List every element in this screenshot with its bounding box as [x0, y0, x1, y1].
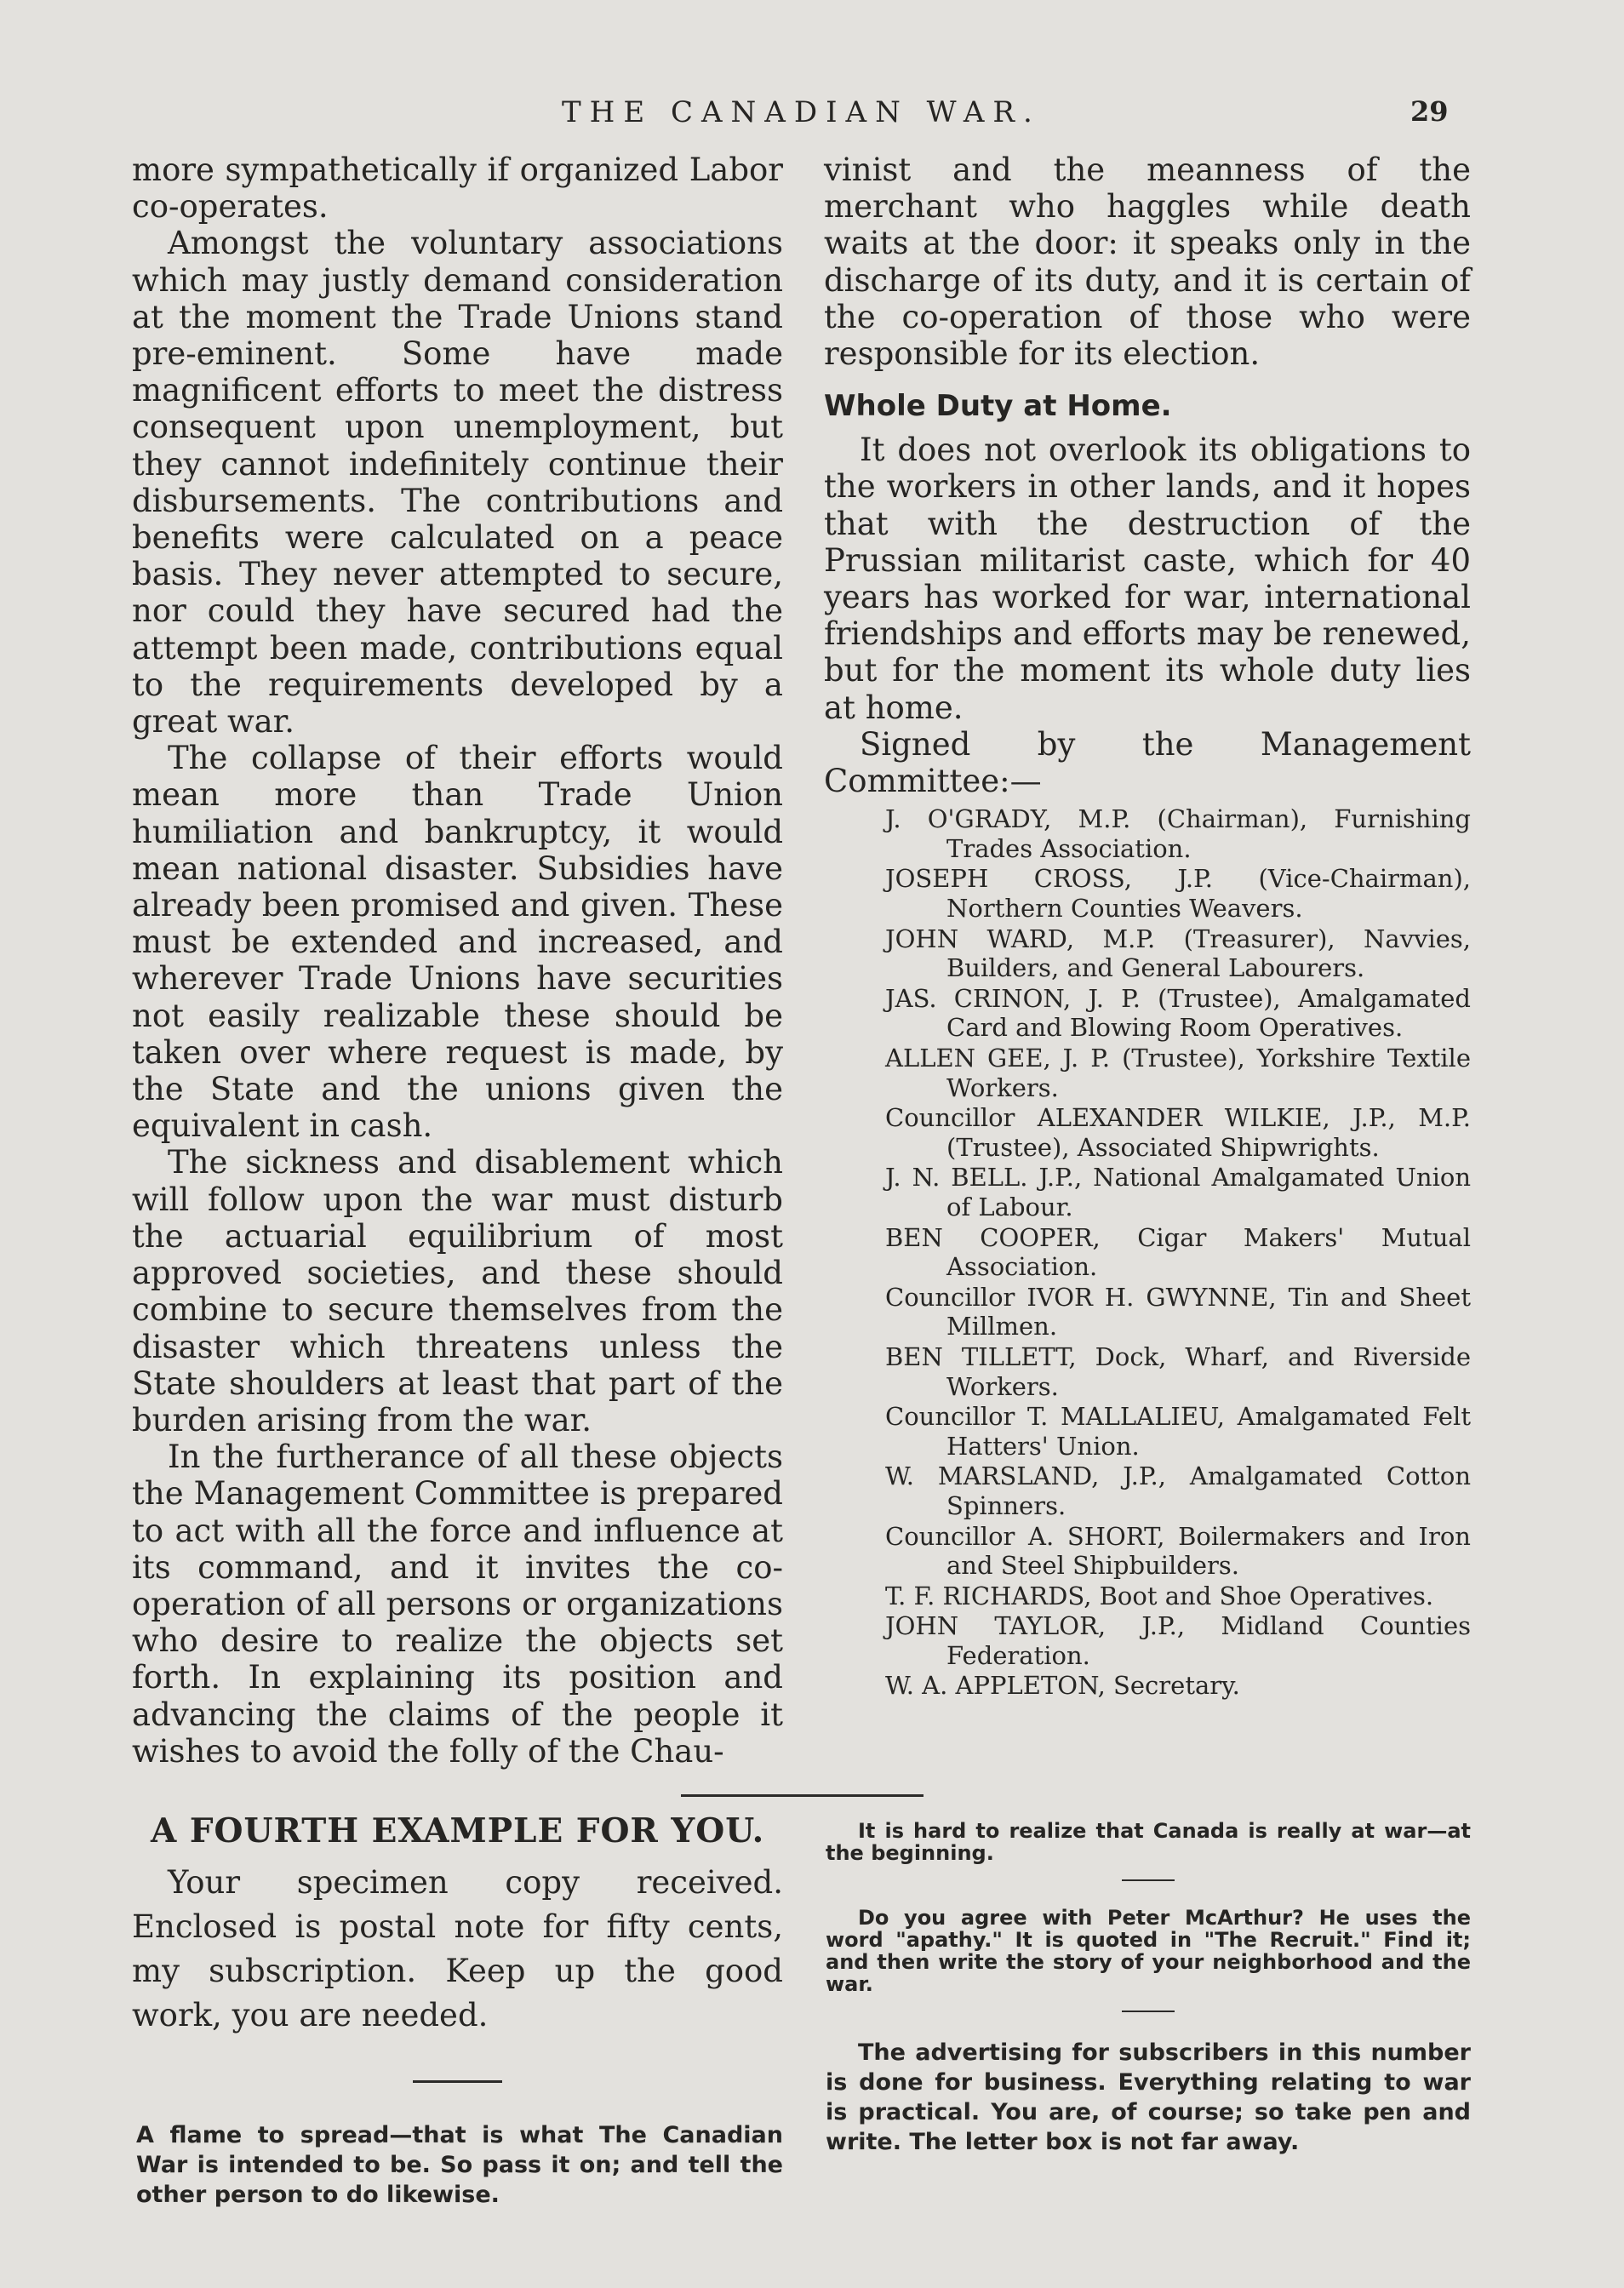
- signer-entry: Councillor IVOR H. GWYNNE, Tin and Sheet Millmen.: [885, 1282, 1471, 1341]
- paragraph: more sympathetically if organized Labor co-operates.: [132, 152, 783, 226]
- signer-entry: Councillor A. SHORT, Boilermakers and Iron and Steel Shipbuilders.: [885, 1521, 1471, 1581]
- running-title: THE CANADIAN WAR.: [562, 95, 1041, 129]
- right-column: [824, 152, 1471, 1702]
- fourth-example-text: Your specimen copy received. Enclosed is postal note for fifty cents, my subscription. Keep up the good work, you are needed.: [132, 1864, 783, 2033]
- signer-entry: JOHN WARD, M.P. (Treasurer), Navvies, Builders, and General Labourers.: [885, 924, 1471, 983]
- signer-entry: ALLEN GEE, J. P. (Trustee), Yorkshire Textile Workers.: [885, 1044, 1471, 1102]
- signer-entry: Councillor ALEXANDER WILKIE, J.P., M.P. (Trustee), Associated Shipwrights.: [885, 1103, 1471, 1162]
- signed-intro: Signed by the Management Committee:—: [824, 725, 1471, 800]
- paragraph: The sickness and disablement which will follow upon the war must disturb the actuarial equilibrium of most approved societies, and these should combine to secure themselves from the disaster which threatens unless the State shoulders at least that part of the burden arising from the war.: [132, 1144, 783, 1439]
- signer-list: [824, 804, 1471, 1701]
- note-canada-war: It is hard to realize that Canada is really at war—at the beginning.: [826, 1819, 1471, 1865]
- note-mcarthur: Do you agree with Peter McArthur? He uses the word "apathy." It is quoted in "The Recruit." Find it; and then write the story of your neighborhood and the war.: [826, 1906, 1471, 1996]
- paragraph: It does not overlook its obligations to the workers in other lands, and it hopes that with the destruction of the Prussian militarist caste, which for 40 years has worked for war, international friendships and efforts may be renewed, but for the moment its whole duty lies at home.: [824, 432, 1471, 726]
- signer-entry: J. N. BELL. J.P., National Amalgamated Union of Labour.: [885, 1163, 1471, 1221]
- signer-entry: JOSEPH CROSS, J.P. (Vice-Chairman), Northern Counties Weavers.: [885, 864, 1471, 924]
- signer-entry: T. F. RICHARDS, Boot and Shoe Operatives.: [885, 1581, 1434, 1610]
- left-column: [132, 152, 783, 1770]
- section-divider: [681, 1794, 924, 1797]
- signer-entry: J. O'GRADY, M.P. (Chairman), Furnishing Trades Association.: [885, 804, 1471, 863]
- paragraph: In the furtherance of all these objects the Management Committee is prepared to act with all the force and influence at its command, and it invites the co-operation of all persons or organizations who desire to realize the objects set forth. In explaining its position and advancing the claims of the people it wishes to avoid the folly of the Chau-: [132, 1439, 783, 1770]
- flame-note: A flame to spread—that is what The Canadian War is intended to be. So pass it on; and tell the other person to do likewise.: [136, 2122, 783, 2208]
- short-divider: [413, 2080, 502, 2083]
- short-divider: [1122, 2011, 1175, 2012]
- note-advertising: The advertising for subscribers in this number is done for business. Everything relating to war is practical. You are, of course; so take pen and write. The letter box is not far away.: [826, 2039, 1471, 2155]
- section-subheading: Whole Duty at Home.: [824, 389, 1172, 424]
- signer-entry: BEN COOPER, Cigar Makers' Mutual Association.: [885, 1222, 1471, 1282]
- signer-entry: W. A. APPLETON, Secretary.: [885, 1671, 1240, 1701]
- paragraph: Amongst the voluntary associations which may justly demand consideration at the moment the Trade Unions stand pre-eminent. Some have made magnificent efforts to meet the distress consequent upon unemployment, but they cannot indefinitely continue their disbursements. The contributions and benefits were calculated on a peace basis. They never attempted to secure, nor could they have secured had the attempt been made, contributions equal to the requirements developed by a great war.: [132, 225, 783, 741]
- short-divider: [1122, 1879, 1175, 1881]
- signer-entry: BEN TILLETT, Dock, Wharf, and Riverside Workers.: [885, 1341, 1471, 1401]
- signer-entry: JAS. CRINON, J. P. (Trustee), Amalgamated Card and Blowing Room Operatives.: [885, 983, 1471, 1043]
- paragraph: The collapse of their efforts would mean more than Trade Union humiliation and bankruptcy, it would mean national disaster. Subsidies have already been promised and given. These must be extended and increased, and wherever Trade Unions have securities not easily realizable these should be taken over where request is made, by the State and the unions given the equivalent in cash.: [132, 740, 783, 1145]
- signer-entry: Councillor T. MALLALIEU, Amalgamated Felt Hatters' Union.: [885, 1402, 1471, 1461]
- fourth-example-heading: A FOURTH EXAMPLE FOR YOU.: [151, 1811, 765, 1850]
- page-number: 29: [1410, 95, 1449, 128]
- paragraph: vinist and the meanness of the merchant who haggles while death waits at the door: it speaks only in the discharge of its duty, and it is certain of the co-operation of those who were responsible for its election.: [824, 152, 1471, 373]
- fourth-example-box: [132, 1811, 783, 2210]
- signer-entry: JOHN TAYLOR, J.P., Midland Counties Federation.: [885, 1611, 1471, 1670]
- signer-entry: W. MARSLAND, J.P., Amalgamated Cotton Spinners.: [885, 1461, 1471, 1520]
- right-notes: [826, 1820, 1471, 2157]
